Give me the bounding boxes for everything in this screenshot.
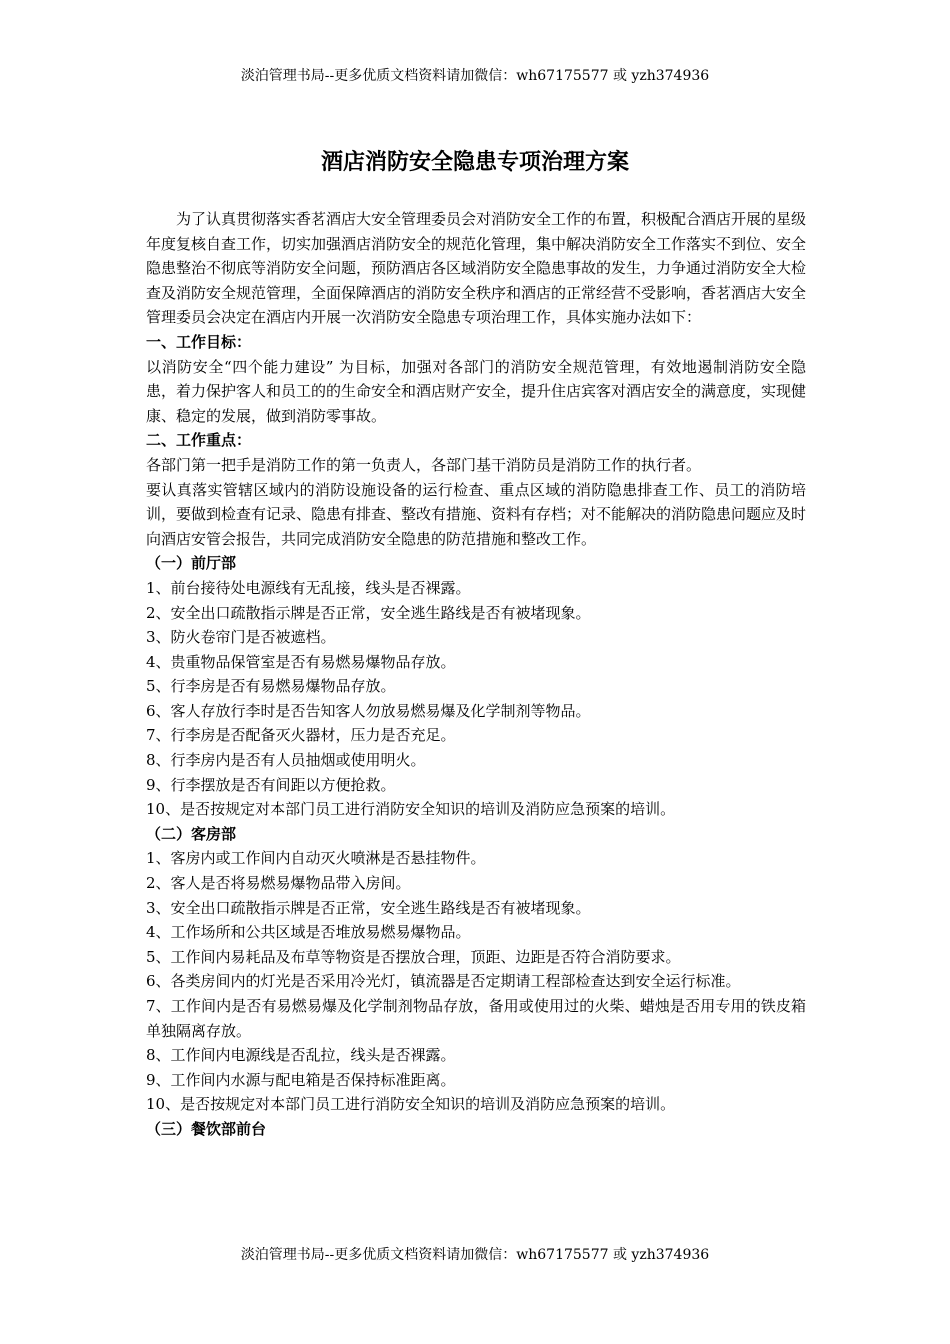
list-item: 9、工作间内水源与配电箱是否保持标准距离。 (146, 1070, 456, 1089)
intro-paragraph: 为了认真贯彻落实香茗酒店大安全管理委员会对消防安全工作的布置，积极配合酒店开展的星级年度复核自查工作，切实加强酒店消防安全的规范化管理，集中解决消防安全工作落实不到位、安全隐患整治不彻底等消防安全问题，预防酒店各区域消防安全隐患事故的发生，力争通过消防安全大检查及消防安全规范管理，全面保障酒店的消防安全秩序和酒店的正常经营不受影响，香茗酒店大安全管理委员会决定在酒店内开展一次消防安全隐患专项治理工作，具体实施办法如下： (146, 210, 807, 327)
subsection-heading-front-desk: （一）前厅部 (146, 554, 237, 573)
focus-paragraph-2: 要认真落实管辖区域内的消防设施设备的运行检查、重点区域的消防隐患排查工作、员工的消防培训，要做到检查有记录、隐患有排查、整改有措施、资料有存档；对不能解决的消防隐患问题应及时向酒店安管会报告，共同完成消防安全隐患的防范措施和整改工作。 (146, 480, 807, 548)
focus-paragraph-1: 各部门第一把手是消防工作的第一负责人，各部门基干消防员是消防工作的执行者。 (146, 455, 702, 474)
document-title: 酒店消防安全隐患专项治理方案 (320, 149, 629, 175)
list-item: 6、客人存放行李时是否告知客人勿放易燃易爆及化学制剂等物品。 (146, 701, 591, 720)
subsection-heading-catering: （三）餐饮部前台 (146, 1119, 267, 1138)
list-item: 3、安全出口疏散指示牌是否正常，安全逃生路线是否有被堵现象。 (146, 898, 591, 917)
list-item: 7、行李房是否配备灭火器材，压力是否充足。 (146, 726, 456, 745)
list-item: 5、行李房是否有易燃易爆物品存放。 (146, 677, 396, 696)
running-header: 淡泊管理书局--更多优质文档资料请加微信：wh67175577 或 yzh374936 (240, 68, 710, 84)
list-item: 2、客人是否将易燃易爆物品带入房间。 (146, 874, 411, 893)
list-item: 4、贵重物品保管室是否有易燃易爆物品存放。 (146, 652, 456, 671)
section-heading-goals: 一、工作目标： (146, 332, 252, 351)
list-item: 4、工作场所和公共区域是否堆放易燃易爆物品。 (146, 923, 471, 942)
goals-paragraph: 以消防安全“四个能力建设” 为目标，加强对各部门的消防安全规范管理，有效地遏制消防安全隐患，着力保护客人和员工的的生命安全和酒店财产安全，提升住店宾客对酒店安全的满意度，实现健康、稳定的发展，做到消防零事故。 (146, 357, 807, 425)
list-item: 1、客房内或工作间内自动灭火喷淋是否悬挂物件。 (146, 849, 486, 868)
list-item: 2、安全出口疏散指示牌是否正常，安全逃生路线是否有被堵现象。 (146, 603, 591, 622)
subsection-heading-housekeeping: （二）客房部 (146, 824, 237, 843)
list-item: 8、工作间内电源线是否乱拉，线头是否裸露。 (146, 1046, 456, 1065)
list-item: 3、防火卷帘门是否被遮档。 (146, 628, 336, 647)
list-item: 1、前台接待处电源线有无乱接，线头是否裸露。 (146, 578, 471, 597)
list-item: 9、行李摆放是否有间距以方便抢救。 (146, 775, 396, 794)
list-item: 8、行李房内是否有人员抽烟或使用明火。 (146, 751, 426, 770)
list-item: 6、各类房间内的灯光是否采用冷光灯，镇流器是否定期请工程部检查达到安全运行标准。 (146, 972, 741, 991)
list-item: 5、工作间内易耗品及布草等物资是否摆放合理，顶距、边距是否符合消防要求。 (146, 947, 681, 966)
section-heading-focus: 二、工作重点： (146, 431, 252, 450)
document-body (146, 207, 806, 1142)
list-item: 10、是否按规定对本部门员工进行消防安全知识的培训及消防应急预案的培训。 (146, 800, 676, 819)
list-item: 10、是否按规定对本部门员工进行消防安全知识的培训及消防应急预案的培训。 (146, 1095, 676, 1114)
running-footer: 淡泊管理书局--更多优质文档资料请加微信：wh67175577 或 yzh374936 (240, 1247, 710, 1263)
list-item: 7、工作间内是否有易燃易爆及化学制剂物品存放，备用或使用过的火柴、蜡烛是否用专用的铁皮箱单独隔离存放。 (146, 997, 806, 1040)
